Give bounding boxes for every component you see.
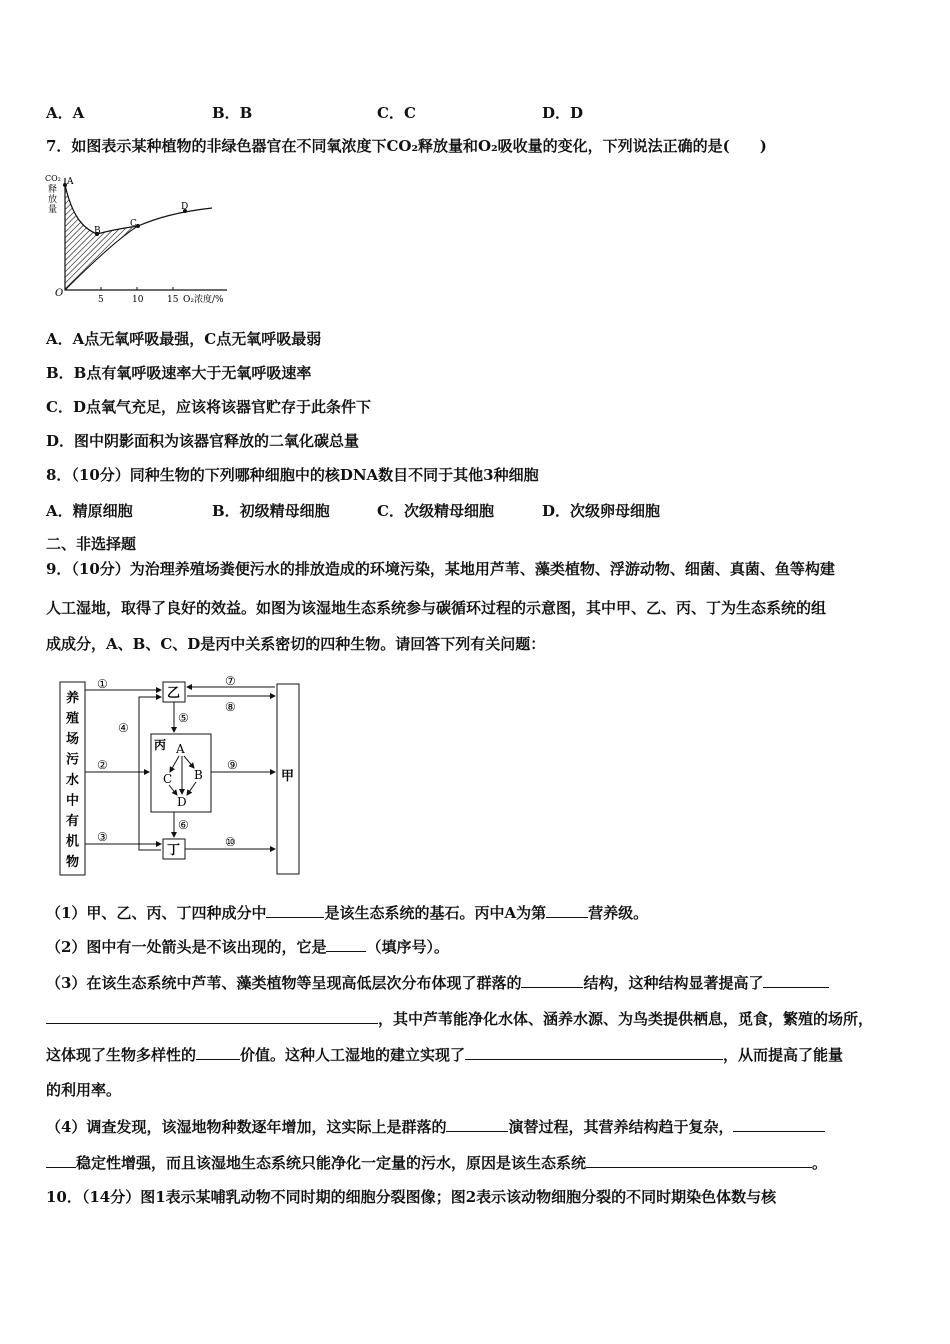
blank-10[interactable]	[586, 1152, 812, 1168]
arrow-4: ④	[118, 721, 129, 735]
bing-a: A	[176, 742, 185, 756]
blank-5-cont[interactable]	[46, 1008, 378, 1024]
q9-p4-line1: （4）调查发现，该湿地物种数逐年增加，这实际上是群落的 演替过程，其营养结构趋于复杂，	[46, 1116, 825, 1137]
arrow-9: ⑨	[227, 758, 238, 772]
bing-label: 丙	[154, 738, 167, 752]
y-axis-label-4: 量	[48, 205, 58, 215]
jia-label: 甲	[281, 769, 295, 784]
source-char: 水	[66, 773, 80, 788]
bing-d: D	[177, 795, 187, 809]
source-char: 殖	[66, 711, 80, 727]
blank-5[interactable]	[763, 972, 829, 988]
label-b: B	[94, 226, 101, 236]
arrow-6: ⑥	[178, 818, 189, 832]
y-axis-label-3: 放	[48, 195, 58, 205]
blank-8[interactable]	[446, 1116, 508, 1132]
q7-chart	[42, 170, 252, 310]
q9-p3-line3: 这体现了生物多样性的 价值。这种人工湿地的建立实现了 ，从而提高了能量	[46, 1046, 844, 1064]
q9-p3-line4: 的利用率。	[46, 1081, 122, 1099]
q9-intro-2: 人工湿地，取得了良好的效益。如图为该湿地生态系统参与碳循环过程的示意图，其中甲、乙、丙、丁为生态系统的组	[46, 599, 827, 617]
blank-2[interactable]	[546, 902, 588, 918]
label-d: D	[181, 202, 189, 212]
blank-9[interactable]	[733, 1116, 825, 1132]
label-c: C	[130, 219, 137, 229]
arrow-5: ⑤	[178, 711, 189, 725]
label-a: A	[67, 177, 74, 187]
yi-label: 乙	[167, 686, 181, 701]
q7-stem: 7．如图表示某种植物的非绿色器官在不同氧浓度下CO₂释放量和O₂吸收量的变化，下列说法正确的是( )	[46, 137, 767, 155]
q8-option-d: D．次级卵母细胞	[542, 502, 661, 520]
x-tick-5: 5	[98, 295, 104, 305]
q7-option-b: B．B点有氧呼吸速率大于无氧呼吸速率	[46, 364, 312, 382]
blank-3[interactable]	[326, 936, 366, 952]
x-axis-label: O₂浓度/%	[183, 295, 224, 305]
q6-option-d: D．D	[542, 104, 584, 122]
blank-4[interactable]	[521, 972, 583, 988]
q6-option-b: B．B	[212, 104, 253, 122]
q7-option-d: D．图中阴影面积为该器官释放的二氧化碳总量	[46, 432, 360, 450]
x-tick-10: 10	[132, 295, 144, 305]
source-char: 养	[66, 691, 80, 706]
q7-option-c: C．D点氧气充足，应该将该器官贮存于此条件下	[46, 398, 371, 416]
arrow-7: ⑦	[225, 674, 236, 688]
q9-p3-line2: ，其中芦苇能净化水体、涵养水源、为鸟类提供栖息，觅食，繁殖的场所，	[46, 1008, 873, 1029]
source-char: 物	[66, 855, 80, 870]
blank-1[interactable]	[266, 902, 324, 918]
q9-p4-line2: 稳定性增强，而且该湿地生态系统只能净化一定量的污水，原因是该生态系统 。	[46, 1152, 827, 1173]
y-axis-label-1: CO₂	[45, 174, 61, 183]
arrow-8: ⑧	[225, 700, 236, 714]
blank-7[interactable]	[465, 1044, 723, 1060]
q9-diagram	[55, 672, 315, 882]
q9-p1: （1）甲、乙、丙、丁四种成分中 是该生态系统的基石。丙中A为第 营养级。	[46, 904, 649, 922]
origin-label: O	[55, 288, 64, 299]
bing-b: B	[194, 768, 203, 782]
q8-option-a: A．精原细胞	[46, 502, 133, 520]
q9-p2: （2）图中有一处箭头是不该出现的，它是 （填序号）。	[46, 938, 449, 956]
arrow-3: ③	[97, 830, 108, 844]
source-text	[66, 690, 79, 870]
q8-option-c: C．次级精母细胞	[377, 502, 494, 520]
q9-p3-line1: （3）在该生态系统中芦苇、藻类植物等呈现高低层次分布体现了群落的 结构，这种结构显著提高了	[46, 972, 829, 993]
source-char: 污	[66, 752, 80, 768]
q8-stem: 8．（10分）同种生物的下列哪种细胞中的核DNA数目不同于其他3种细胞	[46, 466, 539, 484]
q9-intro-3: 成成分，A、B、C、D是丙中关系密切的四种生物。请回答下列有关问题：	[46, 635, 546, 653]
source-char: 有	[66, 814, 80, 829]
ding-label: 丁	[167, 843, 181, 858]
section-title: 二、非选择题	[46, 535, 137, 553]
q6-option-a: A．A	[46, 104, 85, 122]
bing-c: C	[163, 772, 173, 786]
blank-6[interactable]	[196, 1044, 240, 1060]
q7-option-a: A．A点无氧呼吸最强，C点无氧呼吸最弱	[46, 330, 322, 348]
arrow-10: ⑩	[225, 835, 236, 849]
q10-stem: 10．（14分）图1表示某哺乳动物不同时期的细胞分裂图像；图2表示该动物细胞分裂的不同时期染色体数与核	[46, 1188, 777, 1206]
q9-intro-1: 9．（10分）为治理养殖场粪便污水的排放造成的环境污染，某地用芦苇、藻类植物、浮游动物、细菌、真菌、鱼等构建	[46, 560, 835, 578]
source-char: 中	[66, 793, 80, 809]
q6-option-c: C．C	[377, 104, 416, 122]
arrow-2: ②	[97, 758, 108, 772]
blank-9-cont[interactable]	[46, 1152, 76, 1168]
shaded-area	[65, 185, 138, 290]
x-tick-15: 15	[167, 295, 179, 305]
arrow-1: ①	[97, 677, 108, 691]
source-char: 场	[66, 732, 80, 747]
y-axis-label-2: 释	[48, 185, 58, 195]
source-char: 机	[66, 834, 80, 850]
q8-option-b: B．初级精母细胞	[212, 502, 330, 520]
